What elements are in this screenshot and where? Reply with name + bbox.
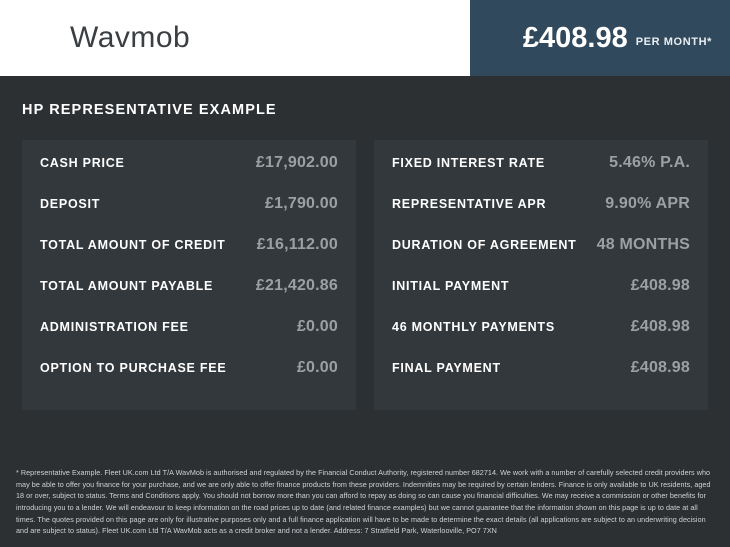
detail-label: 46 MONTHLY PAYMENTS (392, 320, 555, 334)
detail-row (40, 236, 338, 277)
finance-panel-right (374, 140, 708, 410)
detail-label: ADMINISTRATION FEE (40, 320, 189, 334)
detail-label: DEPOSIT (40, 197, 101, 211)
price-period-label: PER MONTH* (635, 36, 712, 48)
brand-logo-text: Wavmob (70, 21, 191, 54)
detail-label: REPRESENTATIVE APR (392, 197, 547, 211)
finance-panel-left (22, 140, 356, 410)
page-header (0, 0, 730, 76)
monthly-price-badge (470, 0, 730, 76)
detail-label: TOTAL AMOUNT OF CREDIT (40, 238, 226, 252)
detail-label: FINAL PAYMENT (392, 361, 501, 375)
detail-value: £0.00 (296, 359, 338, 376)
price-amount: £408.98 (522, 21, 628, 54)
detail-row (392, 277, 690, 318)
detail-value: 5.46% P.A. (609, 154, 690, 171)
detail-value: 9.90% APR (605, 195, 690, 212)
detail-value: £0.00 (296, 318, 338, 335)
detail-row (392, 318, 690, 359)
detail-row (392, 236, 690, 277)
detail-row (40, 359, 338, 400)
detail-row (40, 154, 338, 195)
detail-row (392, 195, 690, 236)
detail-label: CASH PRICE (40, 156, 125, 170)
detail-row (392, 154, 690, 195)
detail-row (40, 277, 338, 318)
detail-value: 48 MONTHS (596, 236, 690, 253)
detail-value: £408.98 (630, 359, 690, 376)
detail-value: £1,790.00 (265, 195, 338, 212)
legal-disclaimer (0, 467, 730, 547)
detail-label: DURATION OF AGREEMENT (392, 238, 577, 252)
detail-value: £408.98 (630, 277, 690, 294)
brand-area (0, 0, 470, 76)
detail-row (392, 359, 690, 400)
detail-label: OPTION TO PURCHASE FEE (40, 361, 227, 375)
detail-label: TOTAL AMOUNT PAYABLE (40, 279, 214, 293)
detail-value: £21,420.86 (255, 277, 338, 294)
detail-row (40, 195, 338, 236)
detail-label: INITIAL PAYMENT (392, 279, 510, 293)
detail-value: £17,902.00 (255, 154, 338, 171)
detail-row (40, 318, 338, 359)
page-title: HP REPRESENTATIVE EXAMPLE (22, 102, 277, 118)
disclaimer-text: * Representative Example. Fleet UK.com Ltd T/A WavMob is authorised and regulated by the Financial Conduct Authority, registered number 682714. We work with a number of carefully selected credit providers who may be able to offer you finance for your purchase, and we are only able to offer finance products from these providers. Indemnities may be required by certain lenders. Finance is only available to UK residents, aged 18 or over, subject to status. Terms and Conditions apply. You should not borrow more than you can afford to repay as doing so can cause you financial difficulties. We may receive a commission or other benefits for introducing you to a lender. We will endeavour to keep information on the road prices up to date (and related finance examples) but we cannot guarantee that the information shown on this page is up to date at all times. The quotes provided on this page are only for illustrative purposes only and a full finance application will have to be made to determine the exact details (all applications are subject to an underwriting decision and are subject to status). Fleet UK.com Ltd T/A WavMob acts as a credit broker and not a lender. Address: 7 Stratfield Park, Waterlooville, PO7 7XN (16, 468, 711, 536)
detail-label: FIXED INTEREST RATE (392, 156, 545, 170)
finance-details-panels (0, 118, 730, 410)
detail-value: £16,112.00 (256, 236, 338, 253)
detail-value: £408.98 (630, 318, 690, 335)
